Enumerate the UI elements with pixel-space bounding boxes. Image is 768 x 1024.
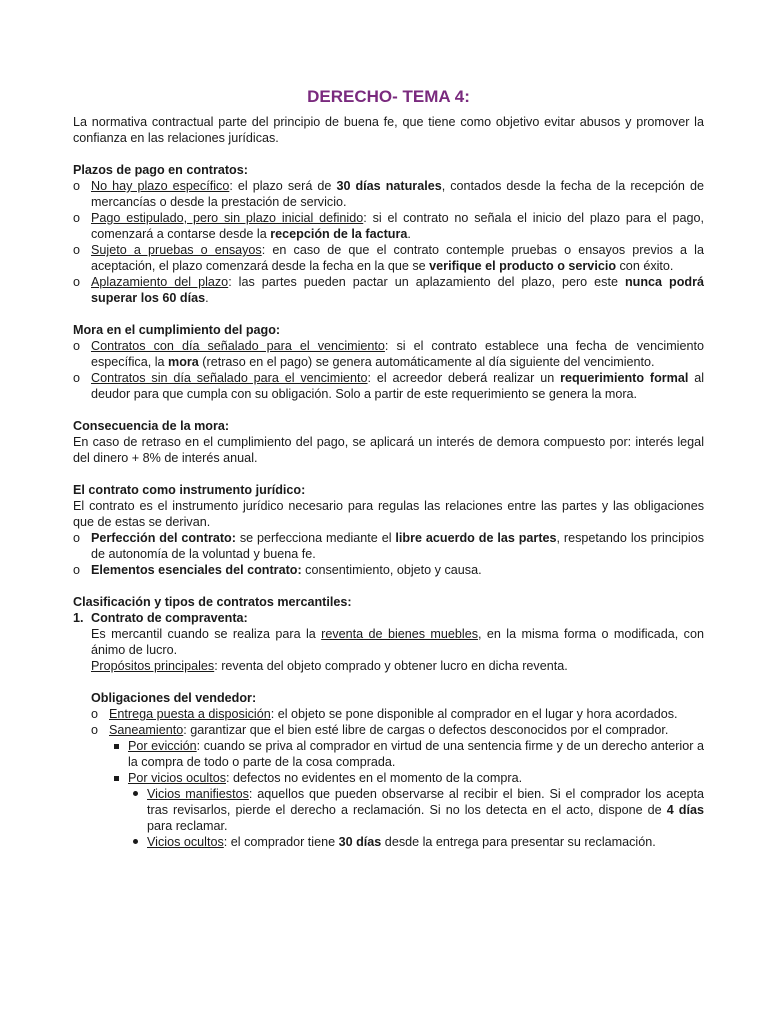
mora-list [73, 338, 704, 402]
obligaciones-list [91, 706, 704, 850]
list-item: o Contratos sin día señalado para el vencimiento: el acreedor deberá realizar un requerimiento formal al deudor para que cumpla con su obligación. Solo a partir de este requerimiento se genera la mora. [73, 370, 704, 402]
clasificacion-list [73, 610, 704, 850]
list-item: o Sujeto a pruebas o ensayos: en caso de que el contrato contemple pruebas o ensayos previos a la aceptación, el plazo comenzará desde la fecha en la que se verifique el producto o servicio con éxito. [73, 242, 704, 274]
compraventa-title: Contrato de compraventa: [91, 611, 248, 625]
document-title: DERECHO- TEMA 4: [307, 87, 470, 106]
obligaciones-heading: Obligaciones del vendedor: [91, 691, 257, 705]
contrato-list [73, 530, 704, 578]
section-heading-contrato: El contrato como instrumento jurídico: [73, 483, 306, 497]
list-item: o Saneamiento: garantizar que el bien esté libre de cargas o defectos desconocidos por el comprador. Por evicción: cuando se priva al comprador en virtud de una sentencia firme y de un derecho anterior a la compra de todo o parte de la cosa comprada. Por vicios ocultos: defectos no evidentes en el momento de la compra. Vicios manifiestos: aquellos que pueden observarse al recibir el bien. Si el comprador los acepta tras revisarlos, pierde el derecho a reclamación. Si no los detecta en el acto, dispone de 4 días para reclamar. Vicios ocultos: el comprador tiene 30 días desde la entrega para presentar su reclamación. [91, 722, 704, 850]
list-item: o Perfección del contrato: se perfecciona mediante el libre acuerdo de las partes, respetando los principios de autonomía de la voluntad y buena fe. [73, 530, 704, 562]
list-item: o No hay plazo específico: el plazo será de 30 días naturales, contados desde la fecha de la recepción de mercancías o desde la prestación de servicio. [73, 178, 704, 210]
list-item: Por vicios ocultos: defectos no evidentes en el momento de la compra. Vicios manifiestos: aquellos que pueden observarse al recibir el bien. Si el comprador los acepta tras revisarlos, pierde el derecho a reclamación. Si no los detecta en el acto, dispone de 4 días para reclamar. Vicios ocultos: el comprador tiene 30 días desde la entrega para presentar su reclamación. [111, 770, 704, 850]
compraventa-propositos: Propósitos principales: reventa del objeto comprado y obtener lucro en dicha reventa. [91, 659, 568, 673]
list-item: o Elementos esenciales del contrato: consentimiento, objeto y causa. [73, 562, 704, 578]
list-item: Vicios ocultos: el comprador tiene 30 días desde la entrega para presentar su reclamación. [130, 834, 704, 850]
vicios-list [128, 786, 704, 850]
compraventa-desc: Es mercantil cuando se realiza para la reventa de bienes muebles, en la misma forma o modificada, con ánimo de lucro. [91, 627, 704, 657]
section-heading-mora: Mora en el cumplimiento del pago: [73, 323, 281, 337]
section-heading-consecuencia: Consecuencia de la mora: [73, 419, 230, 433]
list-item: o Pago estipulado, pero sin plazo inicial definido: si el contrato no señala el inicio del plazo para el pago, comenzará a contarse desde la recepción de la factura. [73, 210, 704, 242]
list-item: o Entrega puesta a disposición: el objeto se pone disponible al comprador en el lugar y hora acordados. [91, 706, 704, 722]
list-item: o Contratos con día señalado para el vencimiento: si el contrato establece una fecha de vencimiento específica, la mora (retraso en el pago) se genera automáticamente al día siguiente del vencimiento. [73, 338, 704, 370]
list-item: o Aplazamiento del plazo: las partes pueden pactar un aplazamiento del plazo, pero este nunca podrá superar los 60 días. [73, 274, 704, 306]
consecuencia-paragraph: En caso de retraso en el cumplimiento del pago, se aplicará un interés de demora compuesto por: interés legal del dinero + 8% de interés anual. [73, 435, 704, 465]
list-item: Vicios manifiestos: aquellos que pueden observarse al recibir el bien. Si el comprador los acepta tras revisarlos, pierde el derecho a reclamación. Si no los detecta en el acto, dispone de 4 días para reclamar. [130, 786, 704, 834]
section-heading-plazos: Plazos de pago en contratos: [73, 163, 248, 177]
intro-paragraph: La normativa contractual parte del principio de buena fe, que tiene como objetivo evitar abusos y promover la confianza en las relaciones jurídicas. [73, 115, 704, 145]
contrato-paragraph: El contrato es el instrumento jurídico necesario para regulas las relaciones entre las partes y las obligaciones que de estas se derivan. [73, 499, 704, 529]
plazos-list [73, 178, 704, 306]
list-item [73, 610, 704, 850]
saneamiento-list [109, 738, 704, 850]
list-item: Por evicción: cuando se priva al comprador en virtud de una sentencia firme y de un derecho anterior a la compra de todo o parte de la cosa comprada. [111, 738, 704, 770]
section-heading-clasificacion: Clasificación y tipos de contratos mercantiles: [73, 595, 352, 609]
list-number: 1. [73, 611, 84, 625]
